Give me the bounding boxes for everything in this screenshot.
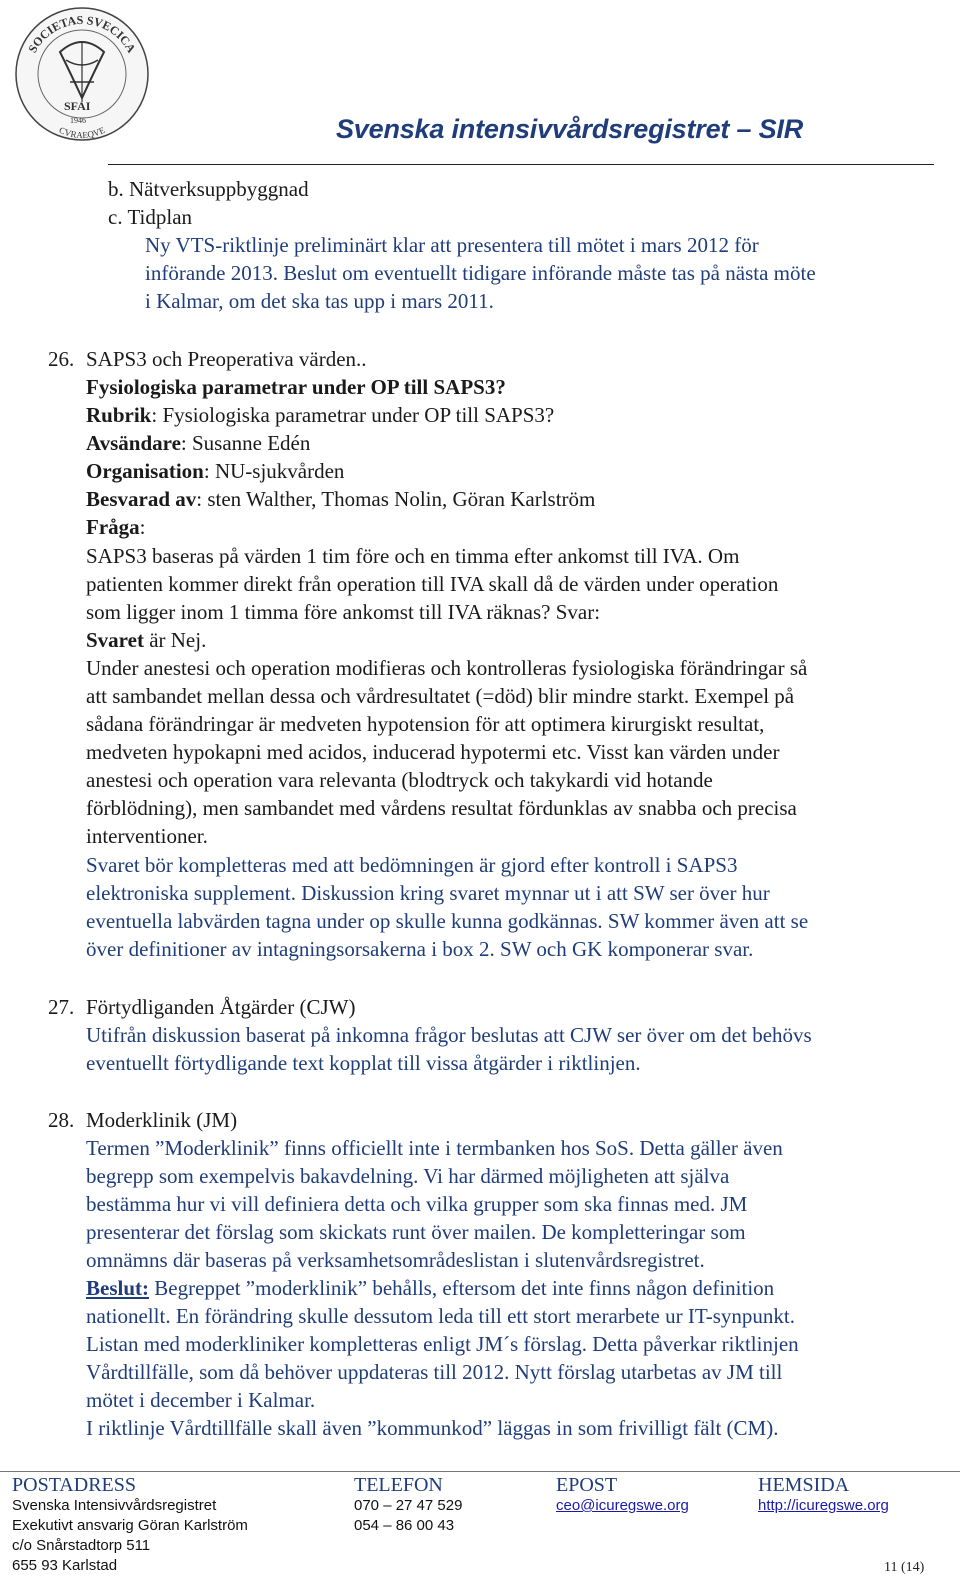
organisation-row: Organisation: NU-sjukvården [86, 459, 345, 483]
answer-line: anestesi och operation vara relevanta (blodtryck och takykardi vid hotande [86, 768, 713, 792]
beslut-line: I riktlinje Vårdtillfälle skall även ”kommunkod” läggas in som frivilligt fält (CM). [86, 1416, 779, 1440]
besvarad-row: Besvarad av: sten Walther, Thomas Nolin, Göran Karlström [86, 487, 596, 511]
item-28-line: Termen ”Moderklinik” finns officiellt inte i termbanken hos SoS. Detta gäller även [86, 1136, 783, 1160]
footer-address-line: Svenska Intensivvårdsregistret [12, 1497, 217, 1514]
fraga-line: som ligger inom 1 timma före ankomst till IVA räknas? Svar: [86, 600, 601, 624]
answer-line: att sambandet mellan dessa och vårdresultatet (=död) blir mindre starkt. Exempel på [86, 684, 795, 708]
answer-line: sådana förändringar är medveten hypotension för att optimera kirurgiskt resultat, [86, 712, 765, 736]
footer-phone: 070 – 27 47 529 [354, 1497, 463, 1514]
beslut-row: Beslut: Begreppet ”moderklinik” behålls, eftersom det inte finns någon definition [86, 1276, 775, 1300]
footer-postadress-label: POSTADRESS [12, 1474, 136, 1496]
tidplan-line: införande 2013. Beslut om eventuellt tidigare införande måste tas på nästa möte [145, 261, 816, 285]
tidplan-line: i Kalmar, om det ska tas upp i mars 2011. [145, 289, 494, 313]
avsandare-row: Avsändare: Susanne Edén [86, 431, 311, 455]
footer-telefon-label: TELEFON [354, 1474, 443, 1496]
rubrik-row: Rubrik: Fysiologiska parametrar under OP till SAPS3? [86, 403, 555, 427]
beslut-line: Listan med moderkliniker kompletteras enligt JM´s förslag. Detta påverkar riktlinjen [86, 1332, 799, 1356]
footer-epost-label: EPOST [556, 1474, 618, 1496]
footer-address-line: 655 93 Karlstad [12, 1557, 118, 1574]
list-item-b-text: Nätverksuppbyggnad [129, 177, 309, 201]
answer-line: förblödning), men sambandet med vårdens resultat fördunklas av snabba och precisa [86, 796, 797, 820]
answer-line: medveten hypokapni med acidos, inducerad hypotermi etc. Visst kan värden under [86, 740, 780, 764]
item-28-line: begrepp som exempelvis bakavdelning. Vi har därmed möjligheten att själva [86, 1164, 730, 1188]
answer-line: Under anestesi och operation modifieras och kontrolleras fysiologiska förändringar så [86, 656, 808, 680]
item-26-number: 26. [48, 347, 75, 371]
header-divider [108, 164, 934, 165]
item-28-number: 28. [48, 1108, 75, 1132]
beslut-line: nationellt. En förändring skulle dessutom leda till ett stort merarbete ur IT-synpunkt. [86, 1304, 795, 1328]
logo-monogram: SFAI [64, 99, 91, 113]
logo-text-top: SOCIETAS SVECICA [25, 12, 139, 56]
fraga-label: Fråga: [86, 515, 146, 539]
footer-address-line: c/o Snårstadtorp 511 [12, 1537, 151, 1554]
decision-line: eventuella labvärden tagna under op skulle kunna godkännas. SW kommer även att se [86, 909, 809, 933]
footer-address-line: Exekutivt ansvarig Göran Karlström [12, 1517, 248, 1534]
register-title: Svenska intensivvårdsregistret – SIR [336, 114, 804, 144]
item-28-line: omnämns där baseras på verksamhetsområdeslistan i slutenvårdsregistret. [86, 1248, 705, 1272]
tidplan-line: Ny VTS-riktlinje preliminärt klar att presentera till mötet i mars 2012 för [145, 233, 759, 257]
item-26-title: SAPS3 och Preoperativa värden.. [86, 347, 367, 371]
item-28-title: Moderklinik (JM) [86, 1108, 238, 1132]
item-27-line: eventuellt förtydligande text kopplat till vissa åtgärder i riktlinjen. [86, 1051, 641, 1075]
answer-line: interventioner. [86, 824, 208, 848]
list-item-c: c. Tidplan [108, 205, 193, 229]
item-27-line: Utifrån diskussion baserat på inkomna frågor beslutas att CJW ser över om det behövs [86, 1023, 812, 1047]
item-28-line: presenterar det förslag som skickats runt över mailen. De kompletteringar som [86, 1220, 746, 1244]
footer-website-link[interactable]: http://icuregswe.org [758, 1497, 889, 1514]
decision-line: Svaret bör kompletteras med att bedömningen är gjord efter kontroll i SAPS3 [86, 853, 738, 877]
item-28-line: bestämma hur vi vill definiera detta och vilka grupper som ska finnas med. JM [86, 1192, 748, 1216]
svaret-row: Svaret är Nej. [86, 628, 207, 652]
page-number: 11 (14) [884, 1560, 925, 1575]
sfai-seal-logo [8, 2, 156, 142]
logo-year: 1946 [70, 116, 86, 125]
item-27-title: Förtydliganden Åtgärder (CJW) [86, 995, 356, 1019]
item-27-number: 27. [48, 995, 75, 1019]
footer-divider [0, 1471, 960, 1472]
list-item-c-text: Tidplan [127, 205, 193, 229]
beslut-line: Vårdtillfälle, som då behöver uppdateras till 2012. Nytt förslag utarbetas av JM till [86, 1360, 783, 1384]
list-item-b: b. Nätverksuppbyggnad [108, 177, 309, 201]
footer-email-link[interactable]: ceo@icuregswe.org [556, 1497, 689, 1514]
fraga-line: patienten kommer direkt från operation till IVA skall då de värden under operation [86, 572, 779, 596]
beslut-label: Beslut: [86, 1276, 149, 1300]
logo-text-bottom: CVRAEQVE [57, 124, 107, 141]
footer-hemsida-label: HEMSIDA [758, 1474, 850, 1496]
footer-phone: 054 – 86 00 43 [354, 1517, 455, 1534]
fraga-line: SAPS3 baseras på värden 1 tim före och en timma efter ankomst till IVA. Om [86, 544, 740, 568]
decision-line: elektroniska supplement. Diskussion kring svaret mynnar ut i att SW ser över hur [86, 881, 770, 905]
item-26-subtitle: Fysiologiska parametrar under OP till SAPS3? [86, 375, 506, 399]
beslut-line: mötet i december i Kalmar. [86, 1388, 316, 1412]
decision-line: över definitioner av intagningsorsakerna i box 2. SW och GK komponerar svar. [86, 937, 754, 961]
